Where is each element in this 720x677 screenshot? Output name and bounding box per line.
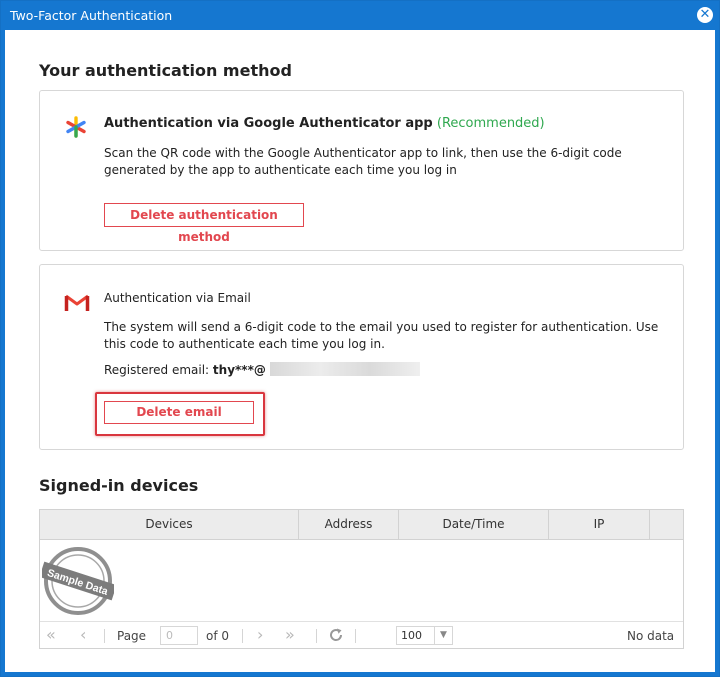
page-size-value: 100 — [401, 629, 422, 642]
gmail-icon — [64, 292, 90, 312]
google-auth-card — [39, 90, 684, 251]
dialog-title: Two-Factor Authentication — [10, 8, 173, 23]
column-devices[interactable]: Devices — [40, 510, 299, 539]
delete-auth-method-button[interactable]: Delete authentication method — [104, 203, 304, 227]
google-auth-title: Authentication via Google Authenticator app — [104, 116, 433, 131]
google-auth-title-line — [104, 116, 545, 131]
pager-separator — [316, 629, 317, 643]
registered-email-label: Registered email: — [104, 363, 210, 377]
email-auth-title: Authentication via Email — [104, 291, 251, 305]
chevron-down-icon: ▼ — [434, 627, 452, 644]
dialog-titlebar — [1, 1, 719, 30]
bottom-border — [1, 672, 719, 676]
next-page-icon[interactable]: › — [257, 625, 264, 644]
prev-page-icon[interactable]: ‹ — [80, 625, 87, 644]
left-border — [1, 30, 5, 676]
page-label: Page — [117, 629, 147, 643]
column-address[interactable]: Address — [299, 510, 399, 539]
google-authenticator-icon — [65, 116, 87, 138]
column-datetime[interactable]: Date/Time — [399, 510, 549, 539]
registered-email-value: thy***@ — [212, 363, 266, 377]
google-auth-description: Scan the QR code with the Google Authenticator app to link, then use the 6-digit code generated by the app to authenticate each time you log in — [104, 146, 622, 177]
right-border — [715, 30, 719, 676]
sample-data-stamp — [42, 546, 114, 616]
page-size-select[interactable] — [396, 626, 453, 645]
page-input[interactable]: 0 — [160, 626, 198, 645]
stamp-text: Sample Data — [45, 566, 110, 598]
table-header — [40, 510, 683, 540]
pager-separator — [104, 629, 105, 643]
close-icon[interactable]: ✕ — [697, 7, 713, 23]
recommended-badge: (Recommended) — [436, 116, 545, 131]
last-page-icon[interactable]: » — [285, 625, 295, 644]
devices-table — [39, 509, 684, 649]
method-heading: Your authentication method — [39, 61, 292, 80]
pager — [40, 621, 683, 649]
pager-status: No data — [627, 629, 675, 643]
email-auth-description: The system will send a 6-digit code to the email you used to register for authentication. Use this code to authenticate each time you log in. — [104, 320, 659, 351]
column-ip[interactable]: IP — [549, 510, 650, 539]
registered-email-line — [104, 362, 420, 377]
email-redacted-bar — [270, 362, 420, 376]
delete-email-button[interactable]: Delete email — [104, 401, 254, 424]
pager-separator — [355, 629, 356, 643]
pager-separator — [242, 629, 243, 643]
page-count-label: of 0 — [206, 629, 230, 643]
first-page-icon[interactable]: « — [46, 625, 56, 644]
refresh-icon[interactable] — [328, 627, 344, 643]
devices-heading: Signed-in devices — [39, 476, 199, 495]
